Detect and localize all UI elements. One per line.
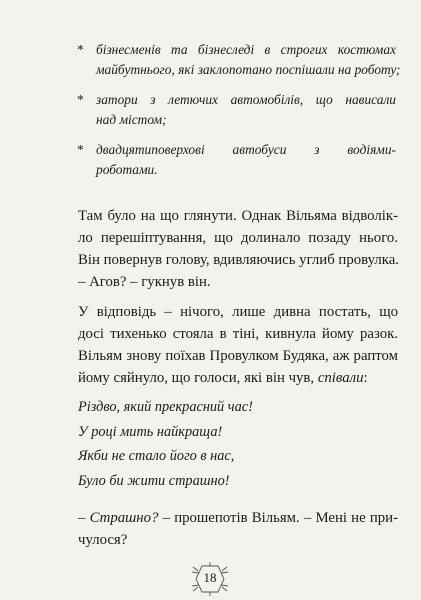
list-item: * двадцятиповерхові автобуси з водіями- роботами. (77, 142, 396, 177)
bullet-list (77, 40, 401, 190)
verse-line: У році мить найкраща! (78, 423, 223, 440)
verse-line: Різдво, який прекрасний час! (78, 399, 253, 415)
body-text (78, 205, 398, 397)
dialog-paragraph: – Страшно? – прошепотів Вільям. – Мені не при- чулося? (78, 510, 398, 548)
page-number: 18 (203, 570, 217, 585)
page-number-ornament (190, 562, 230, 596)
list-item: * бізнесменів та бізнеследі в строгих костюмах майбутнього, які заклопотано поспішали на роботу; (77, 42, 401, 77)
bullet-marker: * (77, 42, 84, 57)
verse-line: Якби не стало його в нас, (78, 448, 235, 464)
emphasis: Страшно? (89, 510, 159, 526)
bullet-marker: * (77, 142, 84, 157)
paragraph: Там було на що глянути. Однак Вільяма відволік- ло перешіптування, що долинало позаду нього. Він повернув голову, вдивляючись углиб провулка. – Агов? – гукнув він. (78, 205, 398, 293)
verse-line: Було би жити страшно! (78, 472, 230, 489)
emphasis: співали (317, 370, 364, 386)
bullet-marker: * (77, 92, 84, 107)
dialog-line: – Агов? – гукнув він. (78, 274, 211, 290)
list-item: * затори з летючих автомобілів, що нависали над містом; (77, 92, 396, 127)
verse (78, 395, 253, 493)
paragraph: У відповідь – нічого, лише дивна постать, що досі тихенько стояла в тіні, кивнула йому разок. Вільям знову поїхав Провулком Будяка, аж раптом йому сяйнуло, що голоси, які він чув, співали: (78, 304, 398, 386)
